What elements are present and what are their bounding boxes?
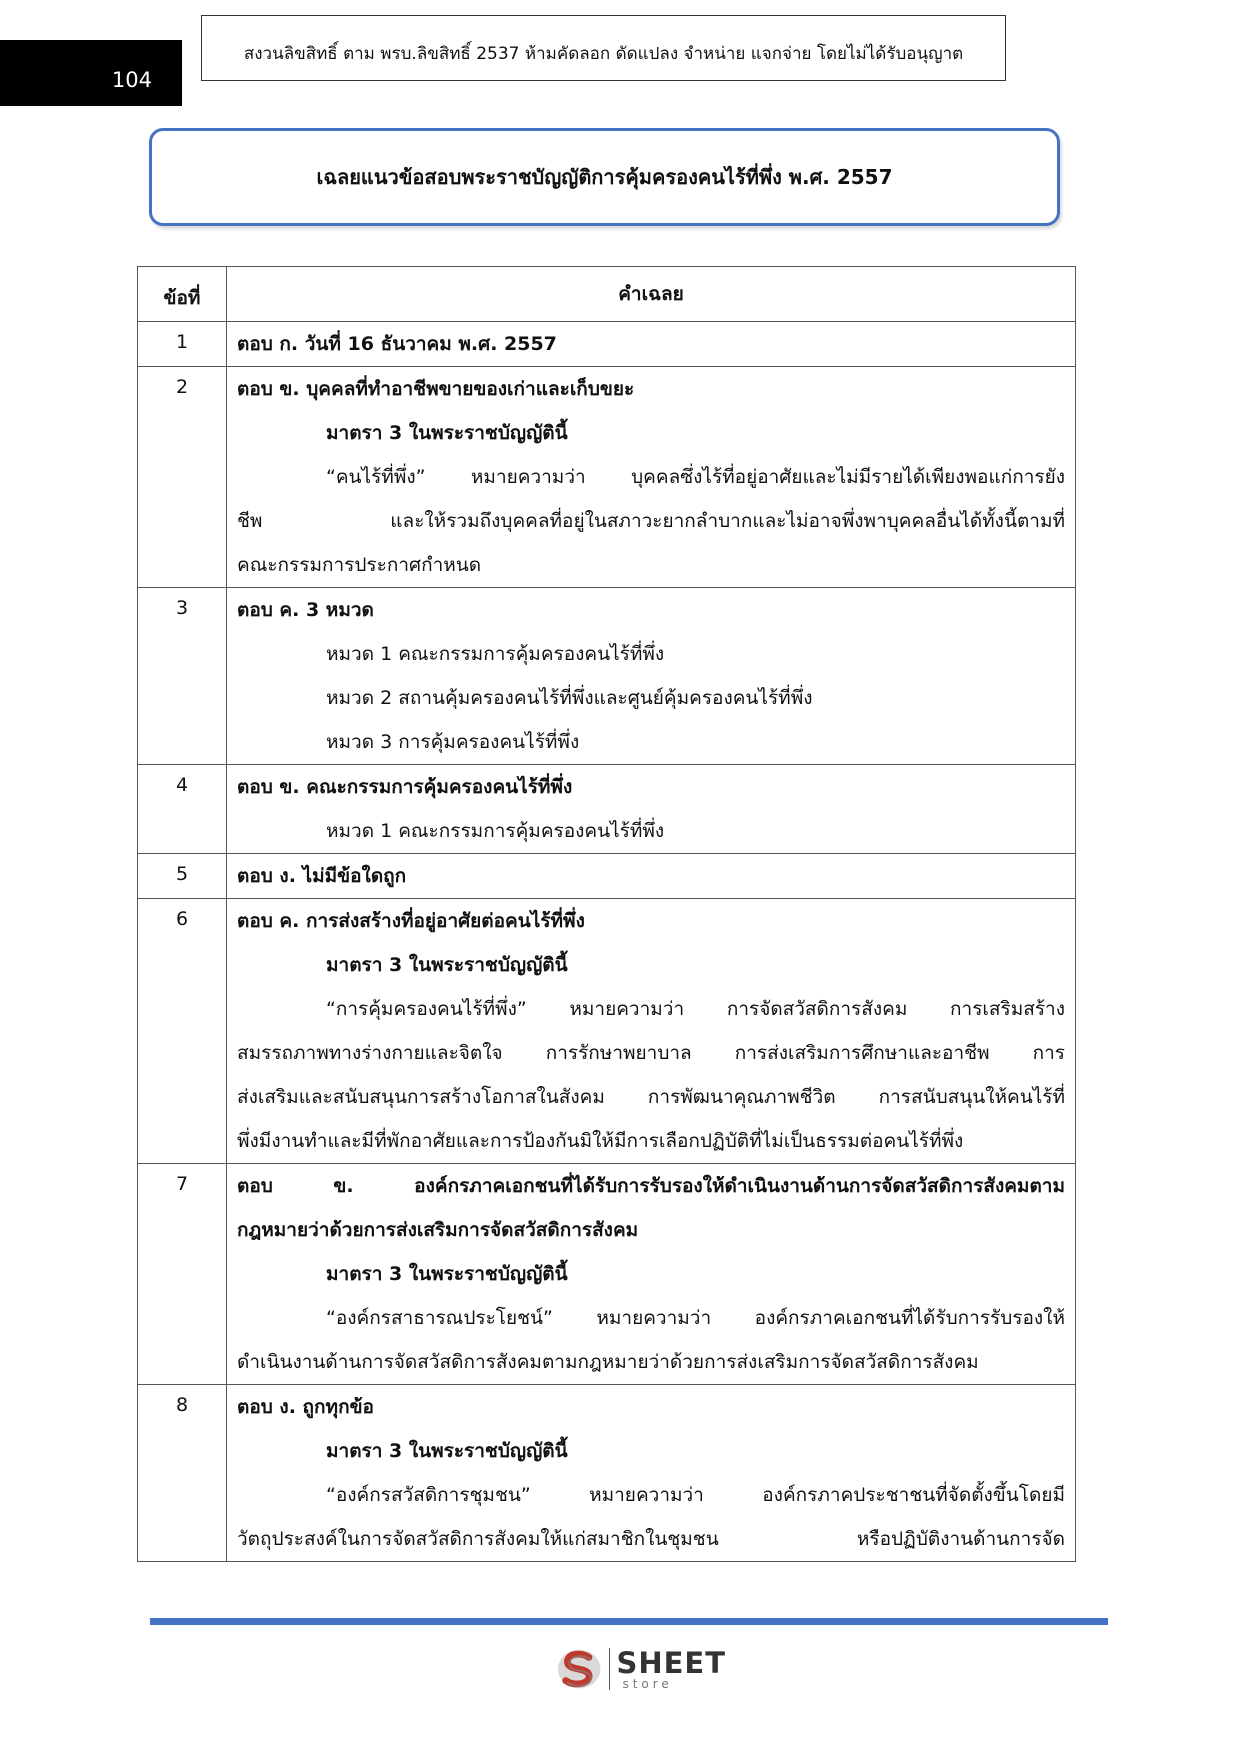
sheet-store-logo xyxy=(556,1643,726,1695)
question-number: 7 xyxy=(138,1164,227,1385)
explanation-line: คณะกรรมการประกาศกำหนด xyxy=(237,554,482,576)
section-label: มาตรา 3 ในพระราชบัญญัตินี้ xyxy=(326,1263,568,1285)
chapter-item: หมวด 1 คณะกรรมการคุ้มครองคนไร้ที่พึ่ง xyxy=(326,643,665,665)
answer-choice: ตอบ ก. วันที่ 16 ธันวาคม พ.ศ. 2557 xyxy=(237,333,557,355)
explanation-line: ส่งเสริมและสนับสนุนการสร้างโอกาสในสังคม การพัฒนาคุณภาพชีวิต การสนับสนุนให้คนไร้ที่ xyxy=(237,1086,1065,1108)
question-number: 4 xyxy=(138,765,227,854)
explanation-line: สมรรถภาพทางร่างกายและจิตใจ การรักษาพยาบาล การส่งเสริมการศึกษาและอาชีพ การ xyxy=(237,1042,1065,1064)
section-label: มาตรา 3 ในพระราชบัญญัตินี้ xyxy=(326,1440,568,1462)
table-header-row xyxy=(138,267,1076,322)
section-reference xyxy=(237,1252,1065,1296)
question-number: 6 xyxy=(138,899,227,1164)
chapter-item: หมวด 2 สถานคุ้มครองคนไร้ที่พึ่งและศูนย์คุ้มครองคนไร้ที่พึ่ง xyxy=(326,687,813,709)
answer-cell xyxy=(227,899,1076,1164)
question-number: 5 xyxy=(138,854,227,899)
explanation-line: “องค์กรสวัสดิการชุมชน” หมายความว่า องค์กรภาคประชาชนที่จัดตั้งขึ้นโดยมี xyxy=(326,1484,1065,1506)
explanation-line: ดำเนินงานด้านการจัดสวัสดิการสังคมตามกฎหมายว่าด้วยการส่งเสริมการจัดสวัสดิการสังคม xyxy=(237,1351,979,1373)
table-row xyxy=(138,322,1076,367)
answer-choice: ตอบ ค. 3 หมวด xyxy=(237,599,374,621)
question-number: 8 xyxy=(138,1385,227,1562)
logo-title: SHEET xyxy=(616,1645,726,1680)
answer-choice: ตอบ ง. ไม่มีข้อใดถูก xyxy=(237,865,407,887)
explanation-line: “องค์กรสาธารณประโยชน์” หมายความว่า องค์กรภาคเอกชนที่ได้รับการรับรองให้ xyxy=(326,1307,1065,1329)
table-row xyxy=(138,367,1076,588)
explanation-line: “คนไร้ที่พึ่ง” หมายความว่า บุคคลซึ่งไร้ที่อยู่อาศัยและไม่มีรายได้เพียงพอแก่การยัง xyxy=(326,466,1065,488)
table-row xyxy=(138,1385,1076,1562)
question-number: 3 xyxy=(138,588,227,765)
answer-choice: ตอบ ข. คณะกรรมการคุ้มครองคนไร้ที่พึ่ง xyxy=(237,776,573,798)
answer-cell xyxy=(227,322,1076,367)
answer-cell xyxy=(227,1385,1076,1562)
logo-s-icon xyxy=(556,1645,603,1693)
explanation-line: “การคุ้มครองคนไร้ที่พึ่ง” หมายความว่า การจัดสวัสดิการสังคม การเสริมสร้าง xyxy=(326,998,1065,1020)
column-header-no: ข้อที่ xyxy=(138,267,227,322)
section-label: มาตรา 3 ในพระราชบัญญัตินี้ xyxy=(326,954,568,976)
table-row xyxy=(138,899,1076,1164)
logo-wordmark xyxy=(616,1645,726,1691)
section-reference xyxy=(237,411,1065,455)
question-number: 2 xyxy=(138,367,227,588)
answer-choice-continued: กฎหมายว่าด้วยการส่งเสริมการจัดสวัสดิการสังคม xyxy=(237,1219,639,1241)
table-row xyxy=(138,1164,1076,1385)
chapter-item: หมวด 3 การคุ้มครองคนไร้ที่พึ่ง xyxy=(326,731,580,753)
section-label: มาตรา 3 ในพระราชบัญญัตินี้ xyxy=(326,422,568,444)
answer-choice: ตอบ ข. องค์กรภาคเอกชนที่ได้รับการรับรองให้ดำเนินงานด้านการจัดสวัสดิการสังคมตาม xyxy=(237,1175,1065,1197)
answer-choice: ตอบ ข. บุคคลที่ทำอาชีพขายของเก่าและเก็บขยะ xyxy=(237,378,635,400)
section-reference xyxy=(237,1429,1065,1473)
footer-divider xyxy=(150,1618,1108,1625)
table-row xyxy=(138,588,1076,765)
logo-separator xyxy=(609,1648,611,1690)
copyright-notice: สงวนลิขสิทธิ์ ตาม พรบ.ลิขสิทธิ์ 2537 ห้ามคัดลอก ดัดแปลง จำหน่าย แจกจ่าย โดยไม่ได้รับอนุญาต xyxy=(201,15,1006,81)
explanation-line: พึ่งมีงานทำและมีที่พักอาศัยและการป้องกันมิให้มีการเลือกปฏิบัติที่ไม่เป็นธรรมต่อคนไร้ที่พึ่ง xyxy=(237,1130,964,1152)
explanation-line: ชีพ และให้รวมถึงบุคคลที่อยู่ในสภาวะยากลำบากและไม่อาจพึ่งพาบุคคลอื่นได้ทั้งนี้ตามที่ xyxy=(237,510,1065,532)
column-header-answer: คำเฉลย xyxy=(227,267,1076,322)
page-number: 104 xyxy=(0,40,182,106)
answer-cell xyxy=(227,765,1076,854)
chapter-item: หมวด 1 คณะกรรมการคุ้มครองคนไร้ที่พึ่ง xyxy=(326,820,665,842)
page-title: เฉลยแนวข้อสอบพระราชบัญญัติการคุ้มครองคนไร้ที่พึ่ง พ.ศ. 2557 xyxy=(149,128,1060,226)
section-reference xyxy=(237,943,1065,987)
answer-cell xyxy=(227,588,1076,765)
answer-cell xyxy=(227,1164,1076,1385)
table-row xyxy=(138,854,1076,899)
answer-choice: ตอบ ค. การส่งสร้างที่อยู่อาศัยต่อคนไร้ที่พึ่ง xyxy=(237,910,585,932)
question-number: 1 xyxy=(138,322,227,367)
answer-cell xyxy=(227,854,1076,899)
table-row xyxy=(138,765,1076,854)
answer-choice: ตอบ ง. ถูกทุกข้อ xyxy=(237,1396,374,1418)
logo-subtitle: store xyxy=(622,1676,673,1691)
answer-cell xyxy=(227,367,1076,588)
answer-table xyxy=(137,266,1076,1562)
explanation-line: วัตถุประสงค์ในการจัดสวัสดิการสังคมให้แก่สมาชิกในชุมชน หรือปฏิบัติงานด้านการจัด xyxy=(237,1528,1065,1550)
